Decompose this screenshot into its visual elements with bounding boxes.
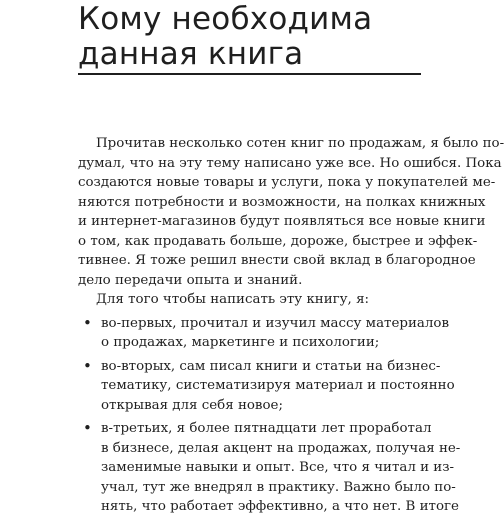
list-item-line: во-вторых, сам писал книги и статьи на бизнес- [101,358,441,374]
list-item-line: во-первых, прочитал и изучил массу материалов [101,315,449,331]
list-item-line: в бизнесе, делая акцент на продажах, получая не- [101,440,461,456]
paragraph-line: няются потребности и возможности, на полках книжных [78,194,486,210]
list-lead-in: Для того чтобы написать эту книгу, я: [96,292,370,307]
list-item [78,419,461,517]
list-item-line: открывая для себя новое; [101,397,283,413]
title-underline-rule [78,73,421,75]
paragraph-line: о том, как продавать больше, дороже, быстрее и эффек- [78,233,478,249]
paragraph-line: дело передачи опыта и знаний. [78,272,303,288]
paragraph-line: Прочитав несколько сотен книг по продажам, я было по- [96,136,504,151]
list-item-line: заменимые навыки и опыт. Все, что я читал и из- [101,460,455,475]
list-item-line: о продажах, маркетинге и психологии; [101,335,380,350]
bullet-list [78,313,461,517]
paragraph-line: создаются новые товары и услуги, пока у покупателей ме- [78,175,496,190]
bullet-icon: • [83,356,92,375]
chapter-title-line: данная книга [78,36,304,72]
list-item-line: в-третьих, я более пятнадцати лет проработал [101,421,432,436]
paragraph-line: думал, что на эту тему написано уже все. Но ошибся. Пока [78,155,502,171]
chapter-body [78,134,504,521]
chapter-title [78,2,418,72]
list-item-line: учал, тут же внедрял в практику. Важно было по- [101,479,456,495]
chapter-title-line: Кому необходима [78,1,373,37]
list-item [78,356,455,416]
list-item-line: нять, что работает эффективно, а что нет. В итоге [101,499,459,514]
bullet-icon: • [83,313,92,332]
intro-paragraph [78,134,504,290]
list-item [78,313,449,353]
paragraph-line: и интернет-магазинов будут появляться все новые книги [78,214,486,229]
paragraph-line: тивнее. Я тоже решил внести свой вклад в благородное [78,253,476,268]
list-item-line: тематику, систематизируя материал и постоянно [101,378,455,393]
bullet-icon: • [83,419,92,437]
